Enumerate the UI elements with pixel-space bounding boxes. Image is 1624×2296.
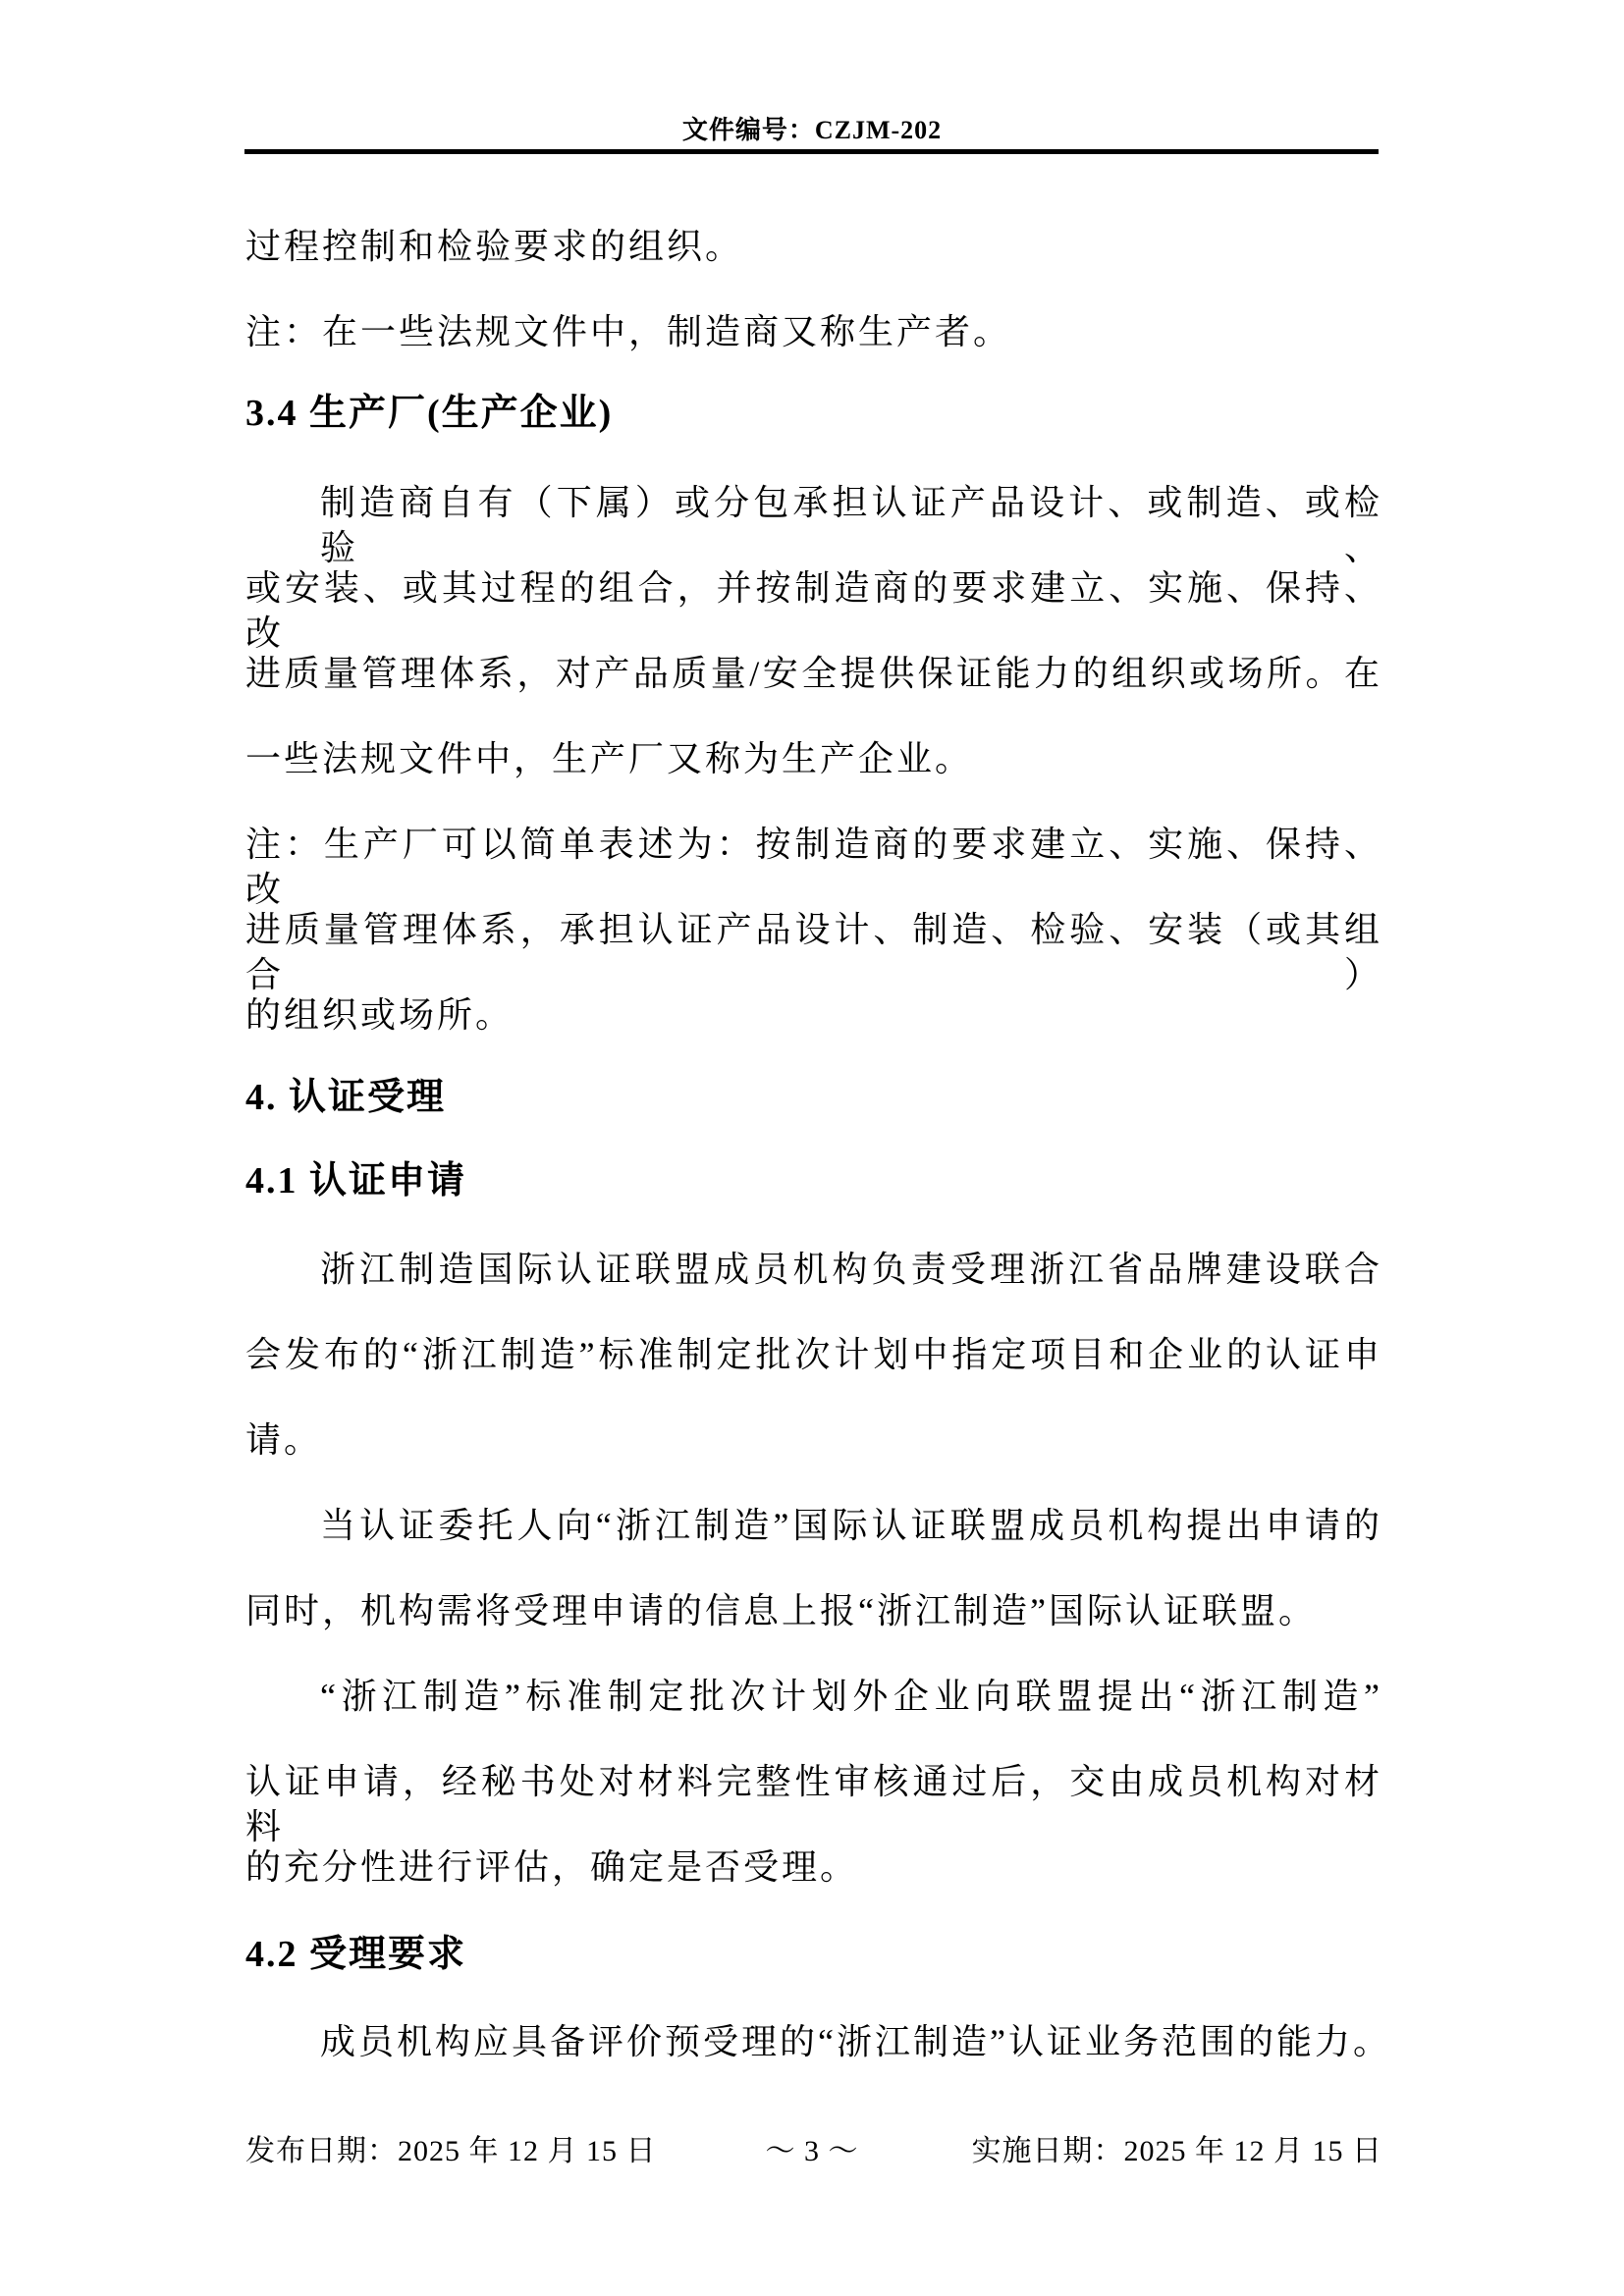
note-line: 进质量管理体系，承担认证产品设计、制造、检验、安装（或其组合） [245, 910, 1382, 994]
body-line: 会发布的“浙江制造”标准制定批次计划中指定项目和企业的认证申 [245, 1335, 1382, 1374]
document-number: 文件编号：CZJM-202 [681, 116, 943, 144]
body-line: 或安装、或其过程的组合，并按制造商的要求建立、实施、保持、改 [245, 568, 1382, 653]
release-date: 发布日期：2025 年 12 月 15 日 [245, 2135, 657, 2167]
body-line: 请。 [245, 1420, 323, 1460]
body-line: 同时，机构需将受理申请的信息上报“浙江制造”国际认证联盟。 [245, 1591, 1317, 1630]
note-line: 注：在一些法规文件中，制造商又称生产者。 [245, 312, 1012, 351]
page-number: ～ 3 ～ [765, 2135, 859, 2167]
section-heading-3-4: 3.4 生产厂(生产企业) [245, 393, 614, 434]
body-line: 成员机构应具备评价预受理的“浙江制造”认证业务范围的能力。 [320, 2022, 1391, 2061]
implement-date: 实施日期：2025 年 12 月 15 日 [971, 2135, 1382, 2167]
body-line: 制造商自有（下属）或分包承担认证产品设计、或制造、或检验、 [320, 483, 1382, 567]
section-heading-4: 4. 认证受理 [245, 1077, 447, 1118]
body-line: 当认证委托人向“浙江制造”国际认证联盟成员机构提出申请的 [320, 1506, 1382, 1545]
section-heading-4-2: 4.2 受理要求 [245, 1934, 467, 1975]
body-line: 进质量管理体系，对产品质量/安全提供保证能力的组织或场所。在 [245, 654, 1382, 693]
header-divider [244, 149, 1379, 154]
body-line: 认证申请，经秘书处对材料完整性审核通过后，交由成员机构对材料 [245, 1762, 1382, 1846]
body-line: 过程控制和检验要求的组织。 [245, 227, 744, 266]
body-line: 的充分性进行评估，确定是否受理。 [245, 1847, 859, 1887]
note-line: 的组织或场所。 [245, 995, 514, 1035]
body-line: 浙江制造国际认证联盟成员机构负责受理浙江省品牌建设联合 [320, 1250, 1382, 1289]
section-heading-4-1: 4.1 认证申请 [245, 1160, 467, 1201]
note-line: 注：生产厂可以简单表述为：按制造商的要求建立、实施、保持、改 [245, 825, 1382, 909]
body-line: “浙江制造”标准制定批次计划外企业向联盟提出“浙江制造” [320, 1677, 1382, 1716]
body-line: 一些法规文件中，生产厂又称为生产企业。 [245, 739, 974, 778]
